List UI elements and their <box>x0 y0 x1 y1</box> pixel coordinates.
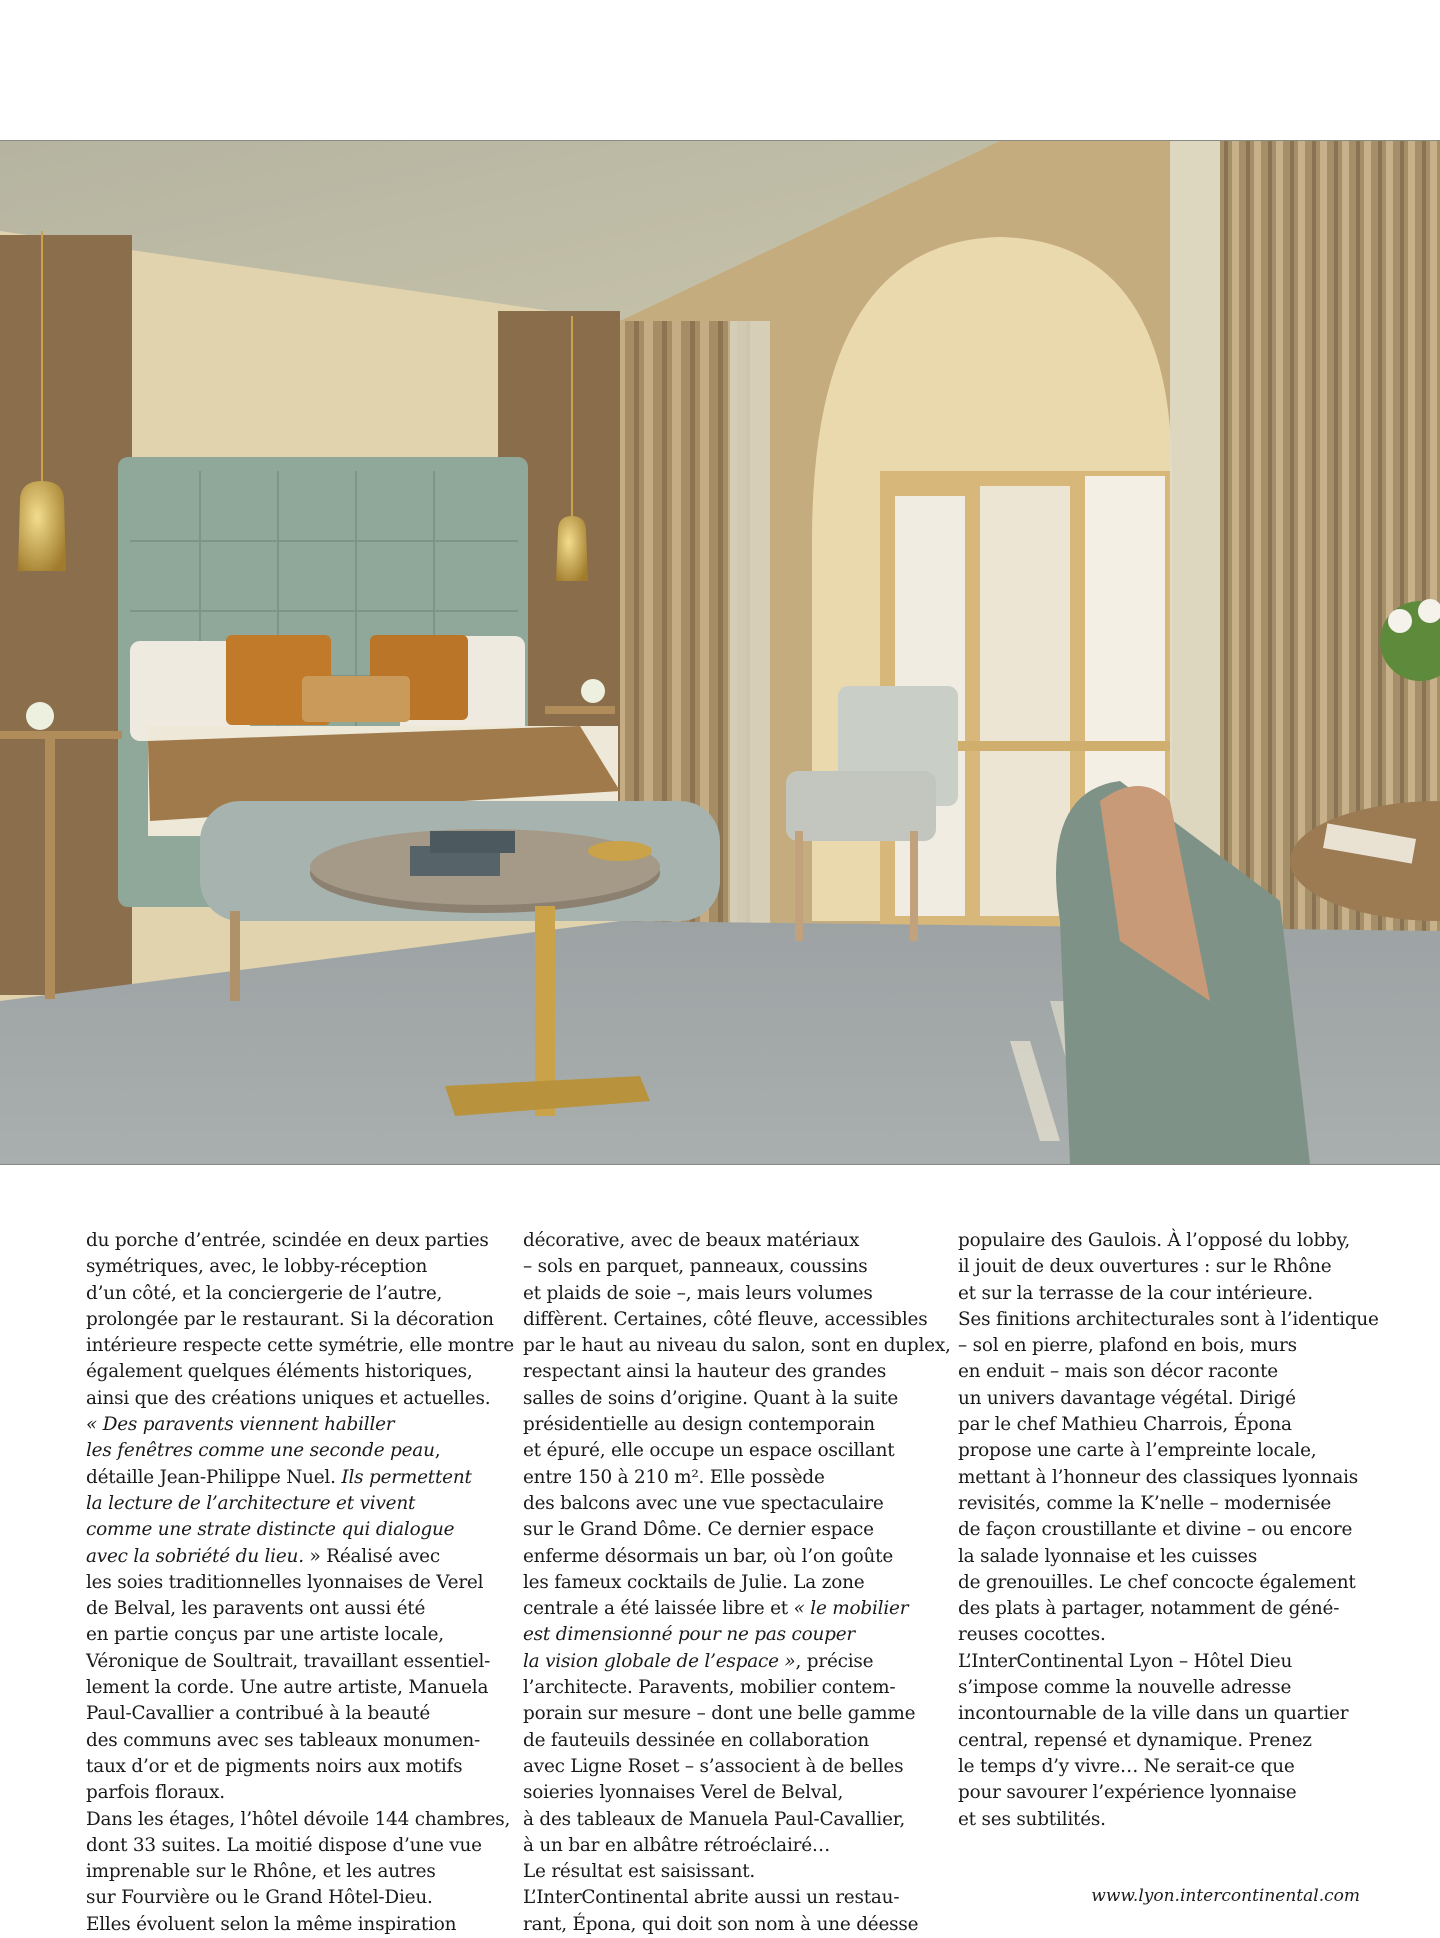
article-column-1 <box>86 1228 514 1938</box>
article-line <box>958 1438 1378 1464</box>
body-text: symétriques, avec, le lobby-réception <box>86 1256 428 1278</box>
body-text: également quelques éléments historiques, <box>86 1361 473 1383</box>
body-text: de façon croustillante et divine – ou encore <box>958 1519 1353 1541</box>
body-text: à des tableaux de Manuela Paul-Cavallier, <box>523 1808 906 1830</box>
body-text: » Réalisé avec <box>303 1545 440 1567</box>
article-line <box>523 1885 943 1911</box>
article-line <box>523 1228 943 1254</box>
body-text: de Belval, les paravents ont aussi été <box>86 1598 426 1620</box>
body-text: diffèrent. Certaines, côté fleuve, accessibles <box>523 1308 928 1330</box>
body-text: et plaids de soie –, mais leurs volumes <box>523 1282 873 1304</box>
article-line <box>86 1859 506 1885</box>
body-text: des balcons avec une vue spectaculaire <box>523 1492 884 1514</box>
article-line <box>523 1359 943 1385</box>
body-text: populaire des Gaulois. À l’opposé du lobby, <box>958 1230 1350 1251</box>
article-line <box>958 1254 1378 1280</box>
body-text: par le chef Mathieu Charrois, Épona <box>958 1414 1292 1436</box>
body-text: ainsi que des créations uniques et actuelles. <box>86 1387 491 1409</box>
article-line <box>86 1359 506 1385</box>
body-text: avec Ligne Roset – s’associent à de belles <box>523 1755 904 1777</box>
article-column-3 <box>958 1228 1378 1833</box>
article-line <box>86 1754 506 1780</box>
body-text: Dans les étages, l’hôtel dévoile 144 chambres, <box>86 1808 511 1830</box>
article-line <box>958 1807 1378 1833</box>
hotel-room-photo <box>0 140 1440 1165</box>
body-text: du porche d’entrée, scindée en deux parties <box>86 1230 489 1251</box>
article-line <box>523 1412 943 1438</box>
body-text: taux d’or et de pigments noirs aux motifs <box>86 1755 463 1777</box>
body-text: sur le Grand Dôme. Ce dernier espace <box>523 1519 874 1541</box>
article-line <box>86 1649 506 1675</box>
article-line <box>523 1780 943 1806</box>
article-line <box>86 1570 506 1596</box>
article-line <box>86 1228 506 1254</box>
article-line <box>958 1281 1378 1307</box>
article-line <box>958 1465 1378 1491</box>
body-text: en partie conçus par une artiste locale, <box>86 1624 444 1646</box>
article-line <box>958 1359 1378 1385</box>
body-text: par le haut au niveau du salon, sont en duplex, <box>523 1335 951 1357</box>
body-text: propose une carte à l’empreinte locale, <box>958 1440 1317 1462</box>
body-text: Véronique de Soultrait, travaillant essentiel- <box>86 1650 491 1672</box>
article-line <box>86 1833 506 1859</box>
body-text: lement la corde. Une autre artiste, Manuela <box>86 1677 489 1699</box>
body-text: les soies traditionnelles lyonnaises de Verel <box>86 1571 484 1593</box>
body-text: dont 33 suites. La moitié dispose d’une vue <box>86 1834 482 1856</box>
body-text: à un bar en albâtre rétroéclairé… <box>523 1834 831 1856</box>
article-line <box>523 1544 943 1570</box>
article-line <box>523 1701 943 1727</box>
body-text: incontournable de la ville dans un quartier <box>958 1703 1349 1725</box>
article-line <box>958 1754 1378 1780</box>
quote-text: est dimensionné pour ne pas couper <box>523 1624 855 1646</box>
body-text: reuses cocottes. <box>958 1624 1106 1646</box>
article-line <box>523 1570 943 1596</box>
article-line <box>523 1386 943 1412</box>
body-text: la salade lyonnaise et les cuisses <box>958 1545 1258 1567</box>
article-line <box>958 1596 1378 1622</box>
article-line <box>958 1228 1378 1254</box>
article-line <box>523 1675 943 1701</box>
article-line <box>86 1807 511 1833</box>
body-text: , <box>434 1440 441 1462</box>
body-text: prolongée par le restaurant. Si la décoration <box>86 1308 494 1330</box>
article-line <box>86 1544 506 1570</box>
body-text: mettant à l’honneur des classiques lyonnais <box>958 1466 1358 1488</box>
article-line <box>523 1254 943 1280</box>
body-text: rant, Épona, qui doit son nom à une déesse <box>523 1913 919 1935</box>
body-text: et sur la terrasse de la cour intérieure. <box>958 1282 1313 1304</box>
body-text: intérieure respecte cette symétrie, elle montre <box>86 1335 514 1357</box>
quote-text: « Des paravents viennent habiller <box>86 1414 395 1436</box>
body-text: il jouit de deux ouvertures : sur le Rhône <box>958 1256 1332 1278</box>
body-text: L’InterContinental abrite aussi un restau- <box>523 1887 900 1909</box>
article-line <box>86 1465 506 1491</box>
article-line <box>86 1438 506 1464</box>
body-text: – sol en pierre, plafond en bois, murs <box>958 1335 1297 1357</box>
article-line <box>523 1728 943 1754</box>
article-line <box>523 1307 943 1333</box>
body-text: central, repensé et dynamique. Prenez <box>958 1729 1312 1751</box>
body-text: d’un côté, et la conciergerie de l’autre, <box>86 1282 443 1304</box>
article-line <box>86 1701 506 1727</box>
body-text: entre 150 à 210 m². Elle possède <box>523 1466 825 1488</box>
body-text: imprenable sur le Rhône, et les autres <box>86 1861 436 1883</box>
quote-text: Ils permettent <box>341 1466 472 1488</box>
article-line <box>86 1491 506 1517</box>
article-line <box>523 1833 943 1859</box>
article-line <box>523 1859 943 1885</box>
article-line <box>523 1438 943 1464</box>
article-line <box>523 1912 943 1938</box>
article-line <box>958 1780 1378 1806</box>
article-line <box>86 1517 506 1543</box>
quote-text: la vision globale de l’espace » <box>523 1650 796 1672</box>
body-text: Ses finitions architecturales sont à l’identique <box>958 1308 1379 1330</box>
body-text: des communs avec ses tableaux monumen- <box>86 1729 481 1751</box>
body-text: et ses subtilités. <box>958 1808 1106 1830</box>
article-line <box>86 1912 506 1938</box>
article-line <box>958 1307 1378 1333</box>
body-text: et épuré, elle occupe un espace oscillant <box>523 1440 895 1462</box>
body-text: détaille Jean-Philippe Nuel. <box>86 1466 342 1488</box>
article-line <box>523 1281 943 1307</box>
article-line <box>958 1728 1378 1754</box>
body-text: revisités, comme la K’nelle – modernisée <box>958 1492 1332 1514</box>
body-text: Paul-Cavallier a contribué à la beauté <box>86 1703 431 1725</box>
body-text: Le résultat est saisissant. <box>523 1861 756 1883</box>
article-line <box>958 1333 1378 1359</box>
body-text: – sols en parquet, panneaux, coussins <box>523 1256 868 1278</box>
body-text: respectant ainsi la hauteur des grandes <box>523 1361 887 1383</box>
body-text: l’architecte. Paravents, mobilier contem- <box>523 1677 896 1699</box>
article-line <box>86 1596 506 1622</box>
quote-text: avec la sobriété du lieu. <box>86 1545 304 1567</box>
body-text: salles de soins d’origine. Quant à la suite <box>523 1387 899 1409</box>
article-line <box>958 1544 1378 1570</box>
body-text: L’InterContinental Lyon – Hôtel Dieu <box>958 1650 1293 1672</box>
body-text: des plats à partager, notamment de géné- <box>958 1598 1340 1620</box>
article-line <box>523 1465 943 1491</box>
body-text: enferme désormais un bar, où l’on goûte <box>523 1545 894 1567</box>
article-line <box>86 1780 506 1806</box>
body-text: les fameux cocktails de Julie. La zone <box>523 1571 865 1593</box>
body-text: centrale a été laissée libre et <box>523 1598 794 1620</box>
body-text: , précise <box>795 1650 874 1672</box>
article-line <box>86 1412 506 1438</box>
article-line <box>86 1386 506 1412</box>
quote-text: « le mobilier <box>793 1598 909 1620</box>
body-text: porain sur mesure – dont une belle gamme <box>523 1703 916 1725</box>
body-text: pour savourer l’expérience lyonnaise <box>958 1782 1297 1804</box>
article-line <box>958 1649 1378 1675</box>
article-line <box>86 1333 514 1359</box>
body-text: un univers davantage végétal. Dirigé <box>958 1387 1296 1409</box>
quote-text: les fenêtres comme une seconde peau <box>86 1440 435 1462</box>
body-text: de grenouilles. Le chef concocte également <box>958 1571 1356 1593</box>
body-text: le temps d’y vivre… Ne serait-ce que <box>958 1755 1295 1777</box>
article-line <box>958 1675 1378 1701</box>
article-line <box>86 1728 506 1754</box>
article-line <box>958 1412 1378 1438</box>
article-line <box>523 1596 943 1622</box>
article-line <box>86 1885 506 1911</box>
article-line <box>86 1281 506 1307</box>
article-line <box>958 1622 1378 1648</box>
article-line <box>523 1622 943 1648</box>
article-column-2 <box>523 1228 951 1938</box>
quote-text: comme une strate distincte qui dialogue <box>86 1519 455 1541</box>
body-text: parfois floraux. <box>86 1782 225 1804</box>
quote-text: la lecture de l’architecture et vivent <box>86 1492 416 1514</box>
article-line <box>523 1491 943 1517</box>
body-text: s’impose comme la nouvelle adresse <box>958 1677 1292 1699</box>
body-text: de fauteuils dessinée en collaboration <box>523 1729 870 1751</box>
article-line <box>86 1675 506 1701</box>
article-line <box>523 1649 943 1675</box>
article-line <box>86 1622 506 1648</box>
article-line <box>523 1807 943 1833</box>
article-line <box>958 1701 1378 1727</box>
article-line <box>86 1254 506 1280</box>
article-line <box>958 1386 1378 1412</box>
body-text: en enduit – mais son décor raconte <box>958 1361 1278 1383</box>
body-text: décorative, avec de beaux matériaux <box>523 1230 860 1251</box>
article-line <box>523 1333 951 1359</box>
article-line <box>958 1517 1378 1543</box>
article-line <box>958 1570 1378 1596</box>
article-line <box>86 1307 506 1333</box>
body-text: soieries lyonnaises Verel de Belval, <box>523 1782 844 1804</box>
article-line <box>523 1517 943 1543</box>
website-link[interactable]: www.lyon.intercontinental.com <box>1091 1886 1360 1906</box>
article-line <box>523 1754 943 1780</box>
body-text: présidentielle au design contemporain <box>523 1414 875 1436</box>
article-line <box>958 1491 1378 1517</box>
body-text: sur Fourvière ou le Grand Hôtel-Dieu. <box>86 1887 433 1909</box>
body-text: Elles évoluent selon la même inspiration <box>86 1913 457 1935</box>
